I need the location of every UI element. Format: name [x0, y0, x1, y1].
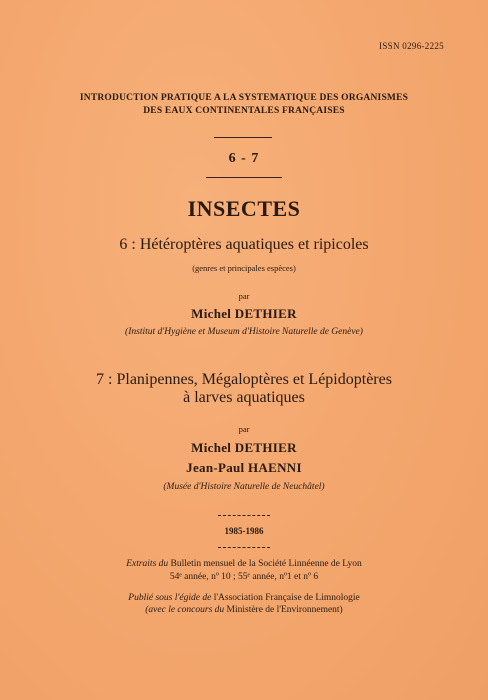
part7-title-line-2: à larves aquatiques: [183, 389, 305, 406]
part7-institution: (Musée d'Histoire Naturelle de Neuchâtel): [163, 482, 325, 492]
publication-years: 1985-1986: [224, 526, 264, 536]
extract-line-3-text: l'Association Française de Limnologie: [211, 593, 360, 603]
years-bottom-divider: [218, 547, 270, 548]
series-title-line-2: DES EAUX CONTINENTALES FRANÇAISES: [143, 106, 345, 116]
years-top-divider: [218, 515, 270, 516]
part6-by: par: [238, 291, 250, 301]
extract-line-1-italic: Extraits du: [126, 559, 169, 569]
extract-line-3-italic: Publié sous l'égide de: [128, 593, 212, 603]
top-divider: [214, 137, 272, 138]
extract-line-1: [0, 558, 488, 570]
main-title: INSECTES: [187, 196, 301, 221]
volume-number: 6 - 7: [228, 151, 260, 166]
extract-line-4: [0, 604, 488, 616]
issn-number: ISSN 0296-2225: [379, 41, 444, 51]
part6-institution: (Institut d'Hygiène et Museum d'Histoire Naturelle de Genève): [125, 327, 363, 337]
extract-line-1-text: Bulletin mensuel de la Société Linnéenne de Lyon: [168, 559, 362, 569]
part7-author-1: Michel DETHIER: [191, 440, 297, 455]
part7-title-line-1: 7 : Planipennes, Mégaloptères et Lépidoptères: [96, 371, 392, 388]
series-title-line-1: INTRODUCTION PRATIQUE A LA SYSTEMATIQUE DES ORGANISMES: [79, 93, 409, 103]
volume-divider: [206, 177, 282, 178]
extract-line-2: 54ᵉ année, nº 10 ; 55ᵉ année, nº1 et nº 6: [169, 572, 319, 582]
part7-by: par: [238, 424, 250, 434]
extract-line-4-italic: (avec le concours du: [145, 605, 225, 615]
part6-author: Michel DETHIER: [191, 306, 297, 321]
part6-subtitle: (genres et principales espèces): [192, 263, 296, 273]
part7-author-2: Jean-Paul HAENNI: [186, 460, 302, 475]
part6-title: 6 : Hétéroptères aquatiques et ripicoles: [119, 236, 369, 253]
extract-line-4-text: Ministère de l'Environnement): [224, 605, 343, 615]
extract-line-3: [0, 592, 488, 604]
series-title: [0, 92, 488, 118]
